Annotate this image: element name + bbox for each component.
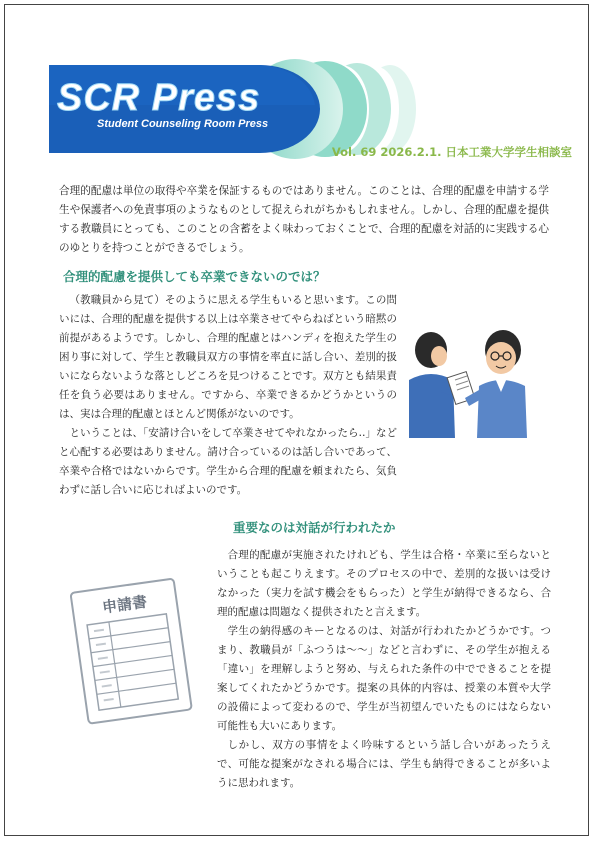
intro-text: 合理的配慮は単位の取得や卒業を保証するものではありません。このことは、合理的配慮を申請する学生や保護者への免責事項のようなものとして捉えられがちかもしれません。しかし、合理的配慮を提供する教職員にとっても、このことの含蓄をよく味わっておくことで、合理的配慮を対話的に実践する心のゆとりを持つことができるでしょう。 — [59, 185, 549, 254]
issue-info: Vol. 69 2026.2.1. 日本工業大学学生相談室 — [331, 145, 572, 159]
intro-paragraph — [59, 182, 549, 258]
newsletter-page — [4, 4, 589, 836]
application-form-illustration — [67, 575, 197, 725]
newsletter-title: SCR Press — [57, 77, 261, 119]
section2-heading: 重要なのは対話が行われたか — [233, 520, 396, 535]
section2-paragraph: 学生の納得感のキーとなるのは、対話が行われたかどうかです。つまり、教職員が「ふつうは～～」などと言わずに、その学生が抱える「違い」を理解しようと努め、与えられた条件の中でできることを提案してくれたかどうかです。提案の具体的内容は、授業の本質や大学の設備によって変わるので、学生が当初望んでいたものにはならない可能性も大いにあります。 — [217, 625, 551, 732]
section1-paragraph: （教職員から見て）そのように思える学生もいると思います。この問いには、合理的配慮を提供する以上は卒業させてやらねばという暗黙の前提があるようです。しかし、合理的配慮とはハンディを抱えた学生の困り事に対して、学生と教職員双方の事情を率直に話し合い、差別的扱いにならないような落としどころを見つけることです。双方とも結果責任を負う必要はありません。ですから、卒業できるかどうかというのは、実は合理的配慮とほとんど関係がないのです。 — [59, 294, 397, 420]
section1-heading: 合理的配慮を提供しても卒業できないのでは？ — [63, 269, 326, 284]
section1-paragraph: ということは、「安請け合いをして卒業させてやれなかったら‥」などと心配する必要はありません。請け合っているのは話し合いであって、卒業や合格ではないからです。学生から合理的配慮を頼まれたら、気負わずに話し合いに応じればよいのです。 — [59, 427, 397, 496]
section2-paragraph: 合理的配慮が実施されたけれども、学生は合格・卒業に至らないということも起こりえます。そのプロセスの中で、差別的な扱いは受けなかった（実力を試す機会をもらった）と学生が納得できるなら、合理的配慮は問題なく提供されたと言えます。 — [217, 549, 551, 618]
section1-body — [59, 291, 397, 500]
section2-body — [217, 546, 551, 793]
form-label: 申請書 — [101, 592, 149, 617]
masthead — [5, 5, 589, 165]
section2-paragraph: しかし、双方の事情をよく吟味するという話し合いがあったうえで、可能な提案がなされる場合には、学生も納得できることが多いように思われます。 — [217, 739, 551, 789]
staff-conversation-illustration — [403, 320, 553, 450]
newsletter-subtitle: Student Counseling Room Press — [97, 118, 269, 130]
